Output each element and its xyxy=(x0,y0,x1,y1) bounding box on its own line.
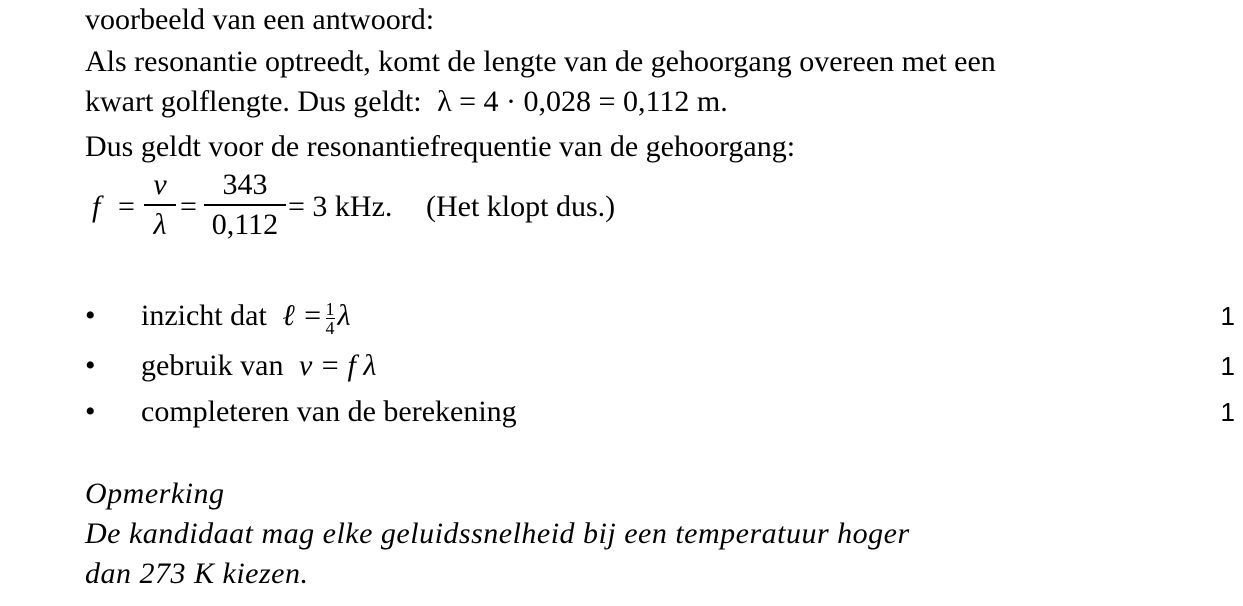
scoring-item-3-points: 1 xyxy=(1220,397,1235,427)
quarter-fraction-numerator: 1 xyxy=(325,298,335,319)
scoring-item-3-label: completeren van de berekening xyxy=(141,395,517,428)
formula-eq-1: = xyxy=(118,190,135,223)
formula-eq-2: = xyxy=(180,190,197,223)
note-line-1: De kandidaat mag elke geluidssnelheid bij een temperatuur hoger xyxy=(85,517,910,550)
bullet-icon: • xyxy=(85,299,96,332)
scoring-item-1-label: inzicht dat xyxy=(141,299,267,332)
fraction-2-numerator: 343 xyxy=(222,168,268,201)
scoring-item-2-math: v = f λ xyxy=(298,349,377,382)
scoring-item-1-math-suffix: λ xyxy=(337,299,351,332)
fraction-1-numerator: v xyxy=(153,168,167,201)
fraction-343-over-0112 xyxy=(204,168,286,242)
scoring-item-1-math-prefix: ℓ = xyxy=(282,299,323,332)
formula-remark: (Het klopt dus.) xyxy=(426,190,616,223)
answer-intro: voorbeeld van een antwoord: xyxy=(85,3,435,36)
scoring-item-3 xyxy=(85,392,1235,432)
wavelength-equation: λ = 4 · 0,028 = 0,112 m. xyxy=(437,85,728,118)
answer-line-3: Dus geldt voor de resonantiefrequentie van de gehoorgang: xyxy=(85,130,796,163)
note-line-2: dan 273 K kiezen. xyxy=(85,557,309,590)
quarter-fraction xyxy=(326,300,335,337)
scoring-item-1-text xyxy=(141,296,351,337)
bullet-icon: • xyxy=(85,395,96,428)
scoring-item-1 xyxy=(85,296,1235,336)
scoring-item-2-label: gebruik van xyxy=(141,349,284,382)
answer-line-2 xyxy=(85,84,728,120)
fraction-2-bar xyxy=(204,204,286,206)
fraction-1-denominator: λ xyxy=(153,208,167,241)
formula-result: = 3 kHz. xyxy=(288,190,393,223)
bullet-icon: • xyxy=(85,349,96,382)
scoring-item-2-text xyxy=(141,346,376,386)
answer-line-1: Als resonantie optreedt, komt de lengte van de gehoorgang overeen met een xyxy=(85,45,996,78)
fraction-2-denominator: 0,112 xyxy=(211,208,279,241)
scoring-item-2-points: 1 xyxy=(1220,351,1235,381)
formula-f: f xyxy=(92,190,101,223)
quarter-fraction-denominator: 4 xyxy=(325,317,335,338)
scoring-item-2 xyxy=(85,346,1235,386)
fraction-1-bar xyxy=(144,204,176,206)
answer-line-2-text: kwart golflengte. Dus geldt: xyxy=(85,85,422,118)
note-heading: Opmerking xyxy=(85,477,225,510)
fraction-v-over-lambda xyxy=(144,168,176,242)
scoring-item-1-points: 1 xyxy=(1220,301,1235,331)
